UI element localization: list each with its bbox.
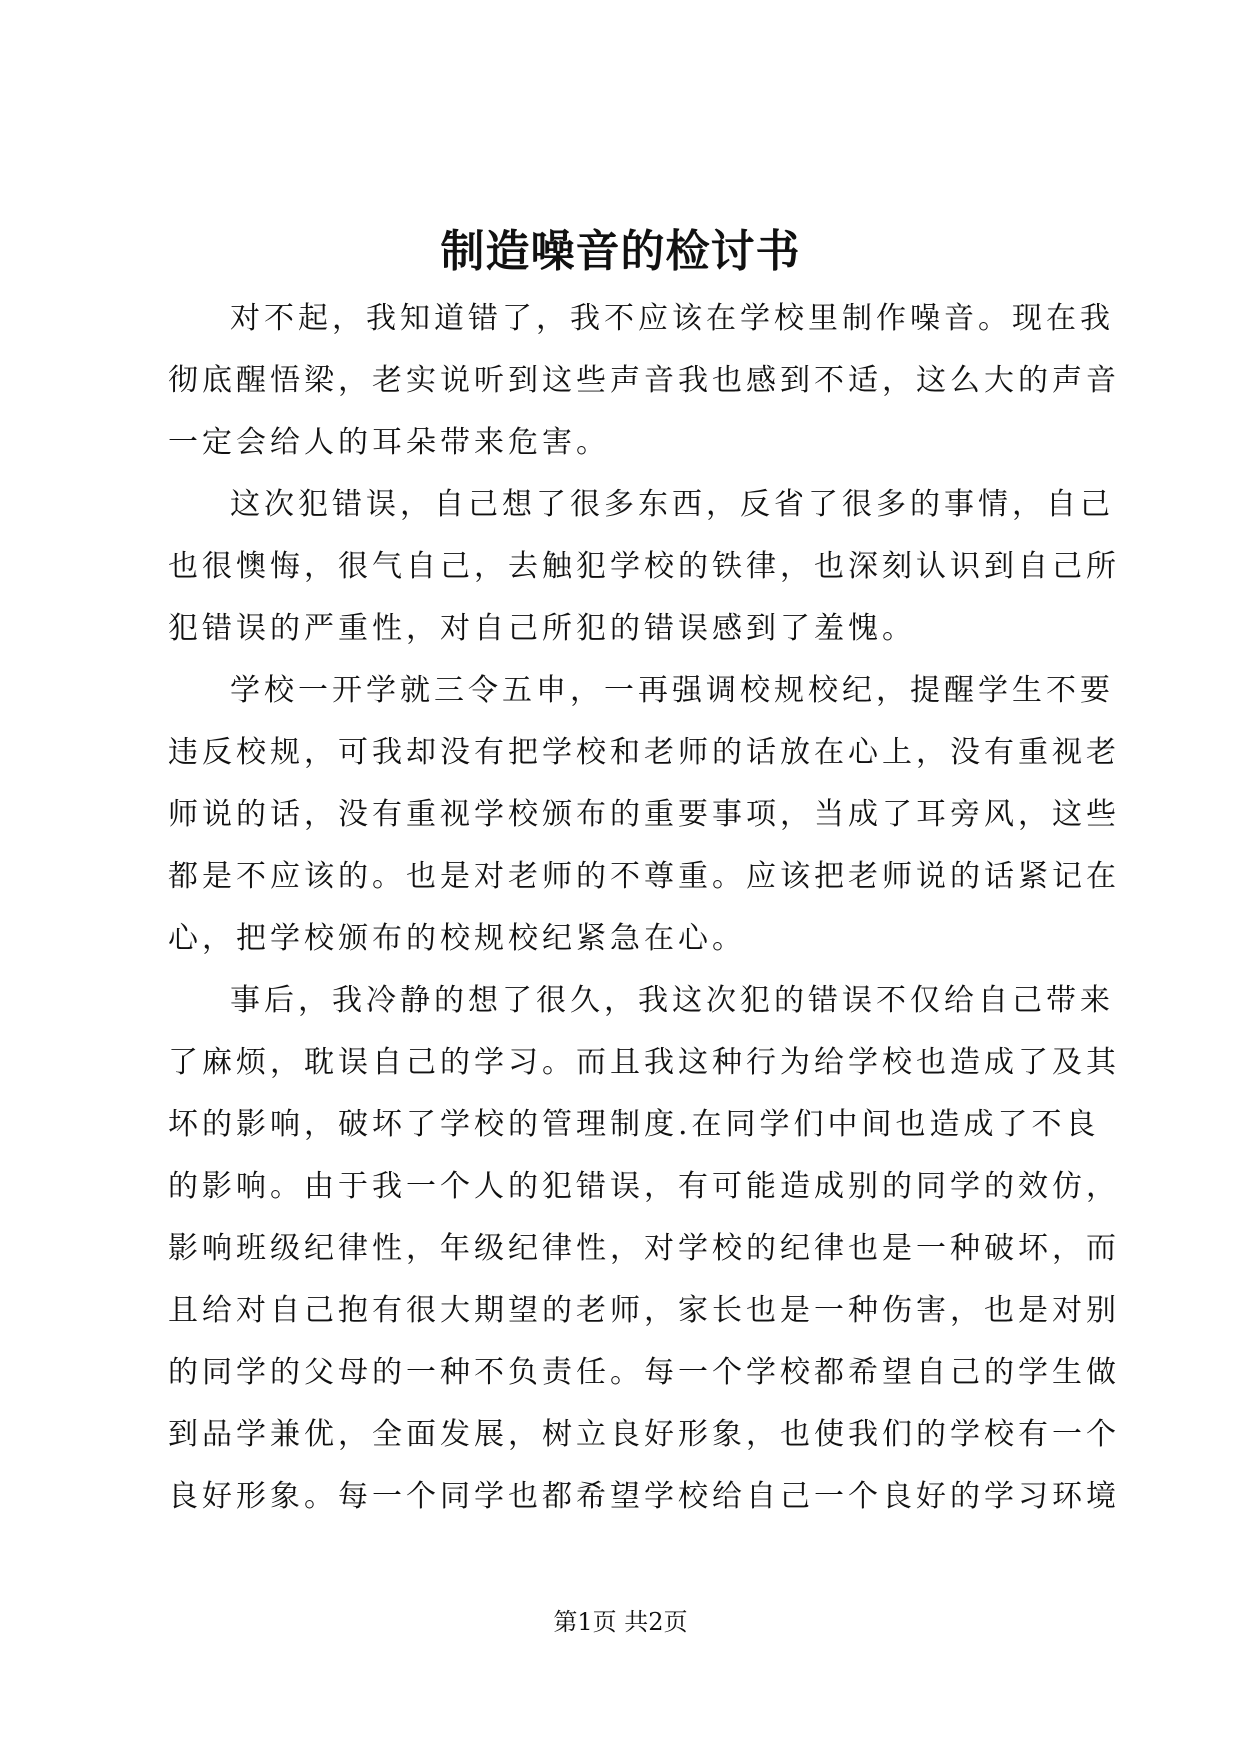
paragraph-line: 学校一开学就三令五申，一再强调校规校纪，提醒学生不要 (230, 673, 1114, 708)
document-title: 制造噪音的检讨书 (440, 226, 801, 277)
paragraph-line: 一定会给人的耳朵带来危害。 (168, 425, 610, 460)
paragraph-line: 也很懊悔，很气自己，去触犯学校的铁律，也深刻认识到自己所 (168, 549, 1120, 584)
paragraph-4 (168, 970, 1120, 1528)
paragraph-2 (168, 474, 1120, 660)
paragraph-line: 坏的影响，破坏了学校的管理制度.在同学们中间也造成了不良 (168, 1107, 1100, 1142)
paragraph-line: 心，把学校颁布的校规校纪紧急在心。 (168, 921, 746, 956)
paragraph-line: 的影响。由于我一个人的犯错误，有可能造成别的同学的效仿， (168, 1169, 1120, 1204)
page-number-footer: 第1页 共2页 (553, 1608, 688, 1636)
paragraph-line: 且给对自己抱有很大期望的老师，家长也是一种伤害，也是对别 (168, 1293, 1120, 1328)
paragraph-line: 师说的话，没有重视学校颁布的重要事项，当成了耳旁风，这些 (168, 797, 1120, 832)
paragraph-line: 的同学的父母的一种不负责任。每一个学校都希望自己的学生做 (168, 1355, 1120, 1390)
paragraph-line: 良好形象。每一个同学也都希望学校给自己一个良好的学习环境 (168, 1479, 1120, 1514)
paragraph-line: 事后，我冷静的想了很久，我这次犯的错误不仅给自己带来 (230, 983, 1114, 1018)
paragraph-line: 都是不应该的。也是对老师的不尊重。应该把老师说的话紧记在 (168, 859, 1120, 894)
paragraph-line: 违反校规，可我却没有把学校和老师的话放在心上，没有重视老 (168, 735, 1120, 770)
paragraph-line: 到品学兼优，全面发展，树立良好形象，也使我们的学校有一个 (168, 1417, 1120, 1452)
paragraph-line: 影响班级纪律性，年级纪律性，对学校的纪律也是一种破坏，而 (168, 1231, 1120, 1266)
paragraph-line: 了麻烦，耽误自己的学习。而且我这种行为给学校也造成了及其 (168, 1045, 1120, 1080)
paragraph-1 (168, 288, 1120, 474)
paragraph-line: 彻底醒悟梁，老实说听到这些声音我也感到不适，这么大的声音 (168, 363, 1120, 398)
paragraph-line: 这次犯错误，自己想了很多东西，反省了很多的事情，自己 (230, 487, 1114, 522)
paragraph-line: 犯错误的严重性，对自己所犯的错误感到了羞愧。 (168, 611, 916, 646)
paragraph-3 (168, 660, 1120, 970)
paragraph-line: 对不起，我知道错了，我不应该在学校里制作噪音。现在我 (230, 301, 1114, 336)
document-body (168, 288, 1120, 1528)
